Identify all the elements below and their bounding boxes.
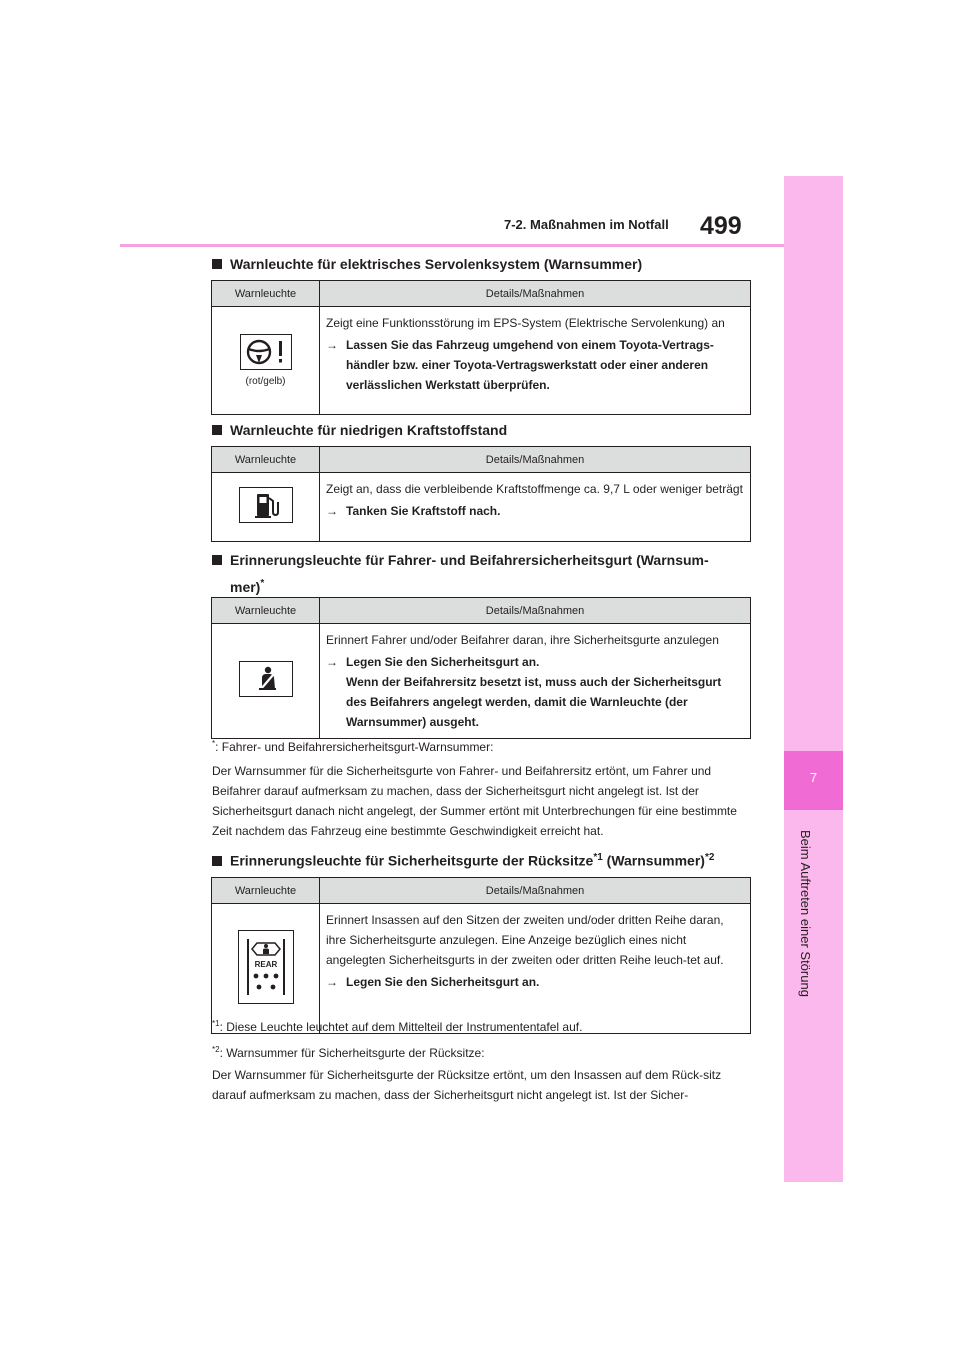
seatbelt-table	[211, 597, 751, 739]
table-row	[212, 307, 751, 415]
action-text: Lassen Sie das Fahrzeug umgehend von einem Toyota-Vertrags-händler bzw. einer Toyota-Vertragswerkstatt oder einer anderen verlässlichen Werkstatt überprüfen.	[346, 338, 714, 392]
description: Erinnert Fahrer und/oder Beifahrer daran, ihre Sicherheitsgurte anzulegen	[326, 633, 719, 647]
fuel-table	[211, 446, 751, 542]
heading-text: Erinnerungsleuchte für Sicherheitsgurte der Rücksitze	[230, 852, 594, 869]
heading-text-line2: mer)	[230, 578, 261, 595]
heading-bullet	[212, 856, 222, 866]
arrow-icon: →	[326, 655, 338, 669]
footnote-seatbelt-label	[212, 734, 757, 757]
footnote-text: : Warnsummer für Sicherheitsgurte der Rücksitze:	[219, 1046, 485, 1060]
icon-cell	[212, 473, 320, 542]
steering-warning-icon	[240, 334, 292, 370]
action-text: Tanken Sie Kraftstoff nach.	[346, 504, 501, 518]
table-header-row	[212, 447, 751, 473]
heading-bullet	[212, 425, 222, 435]
heading-mid: (Warnsummer)	[602, 852, 705, 869]
table-header-row	[212, 598, 751, 624]
icon-cell	[212, 307, 320, 415]
eps-table	[211, 280, 751, 415]
rear-final-paragraph: Der Warnsummer für Sicherheitsgurte der Rücksitze ertönt, um den Insassen auf dem Rück-sitz darauf aufmerksam zu machen, dass der Sicherheitsgurt nicht angelegt ist. Ist der Sicher-	[212, 1068, 722, 1102]
action	[326, 652, 744, 732]
table-row	[212, 473, 751, 542]
footnote-rear-1	[212, 1014, 757, 1037]
section-heading-rear	[212, 848, 714, 871]
footnote-marker: *	[212, 739, 216, 748]
col-details: Details/Maßnahmen	[320, 598, 751, 624]
heading-text: Warnleuchte für elektrisches Servolenksystem (Warnsummer)	[230, 256, 643, 272]
detail-cell	[320, 307, 751, 415]
footnote-marker: *1	[212, 1019, 220, 1028]
arrow-icon: →	[326, 975, 338, 989]
footnote-rear-2	[212, 1040, 757, 1063]
description: Zeigt an, dass die verbleibende Kraftstoffmenge ca. 9,7 L oder weniger beträgt	[326, 482, 743, 496]
heading-text: Warnleuchte für niedrigen Kraftstoffstand	[230, 422, 508, 438]
heading-footnote-marker: *	[260, 578, 265, 589]
section-heading-eps	[212, 254, 642, 274]
col-details: Details/Maßnahmen	[320, 878, 751, 904]
footnote-marker: *2	[212, 1045, 220, 1054]
chapter-label: Beim Auftreten einer Störung	[798, 830, 813, 997]
section-heading-fuel	[212, 420, 507, 440]
rear-seatbelt-icon	[238, 930, 294, 1004]
rear-icon-label: REAR	[254, 959, 277, 969]
page-number: 499	[700, 212, 742, 240]
fuel-pump-icon	[239, 487, 293, 523]
heading-text-line1: Erinnerungsleuchte für Fahrer- und Beifahrersicherheitsgurt (Warnsum-	[230, 552, 709, 568]
arrow-icon: →	[326, 338, 338, 352]
seatbelt-icon	[239, 661, 293, 697]
action	[326, 501, 744, 521]
heading-sup1: *1	[593, 852, 603, 863]
action-line1: Legen Sie den Sicherheitsgurt an.	[346, 655, 540, 669]
table-row	[212, 624, 751, 739]
action	[326, 335, 744, 395]
action-line2: Wenn der Beifahrersitz besetzt ist, muss auch der Sicherheitsgurt des Beifahrers angelegt werden, damit die Warnleuchte (der Warnsummer) ausgeht.	[346, 675, 722, 729]
detail-cell	[320, 624, 751, 739]
description: Erinnert Insassen auf den Sitzen der zweiten und/oder dritten Reihe daran, ihre Sicherheitsgurte anzulegen. Eine Anzeige bezüglich eines nicht angelegten Sicherheitsgurts in der zweiten oder dritten Reihe leuch-tet auf.	[326, 913, 724, 967]
footnote-text: : Diese Leuchte leuchtet auf dem Mittelteil der Instrumententafel auf.	[219, 1020, 583, 1034]
col-warnleuchte: Warnleuchte	[212, 447, 320, 473]
action-text: Legen Sie den Sicherheitsgurt an.	[346, 975, 540, 989]
icon-cell	[212, 624, 320, 739]
description: Zeigt eine Funktionsstörung im EPS-System (Elektrische Servolenkung) an	[326, 316, 725, 330]
heading-bullet	[212, 555, 222, 565]
side-tab	[784, 176, 843, 1182]
header-rule	[120, 244, 784, 247]
col-warnleuchte: Warnleuchte	[212, 281, 320, 307]
heading-bullet	[212, 259, 222, 269]
arrow-icon: →	[326, 504, 338, 518]
action	[326, 972, 744, 992]
chapter-title: 7-2. Maßnahmen im Notfall	[504, 217, 669, 232]
heading-sup2: *2	[704, 852, 715, 863]
col-details: Details/Maßnahmen	[320, 447, 751, 473]
col-warnleuchte: Warnleuchte	[212, 878, 320, 904]
table-header-row	[212, 281, 751, 307]
rear-seatbelt-table	[211, 877, 751, 1034]
col-details: Details/Maßnahmen	[320, 281, 751, 307]
section-heading-seatbelt	[212, 548, 709, 599]
action-text	[346, 652, 744, 732]
footnote-label: : Fahrer- und Beifahrersicherheitsgurt-Warnsummer:	[215, 740, 494, 754]
col-warnleuchte: Warnleuchte	[212, 598, 320, 624]
chapter-number: 7	[809, 770, 818, 785]
detail-cell	[320, 473, 751, 542]
table-header-row	[212, 878, 751, 904]
icon-caption: (rot/gelb)	[245, 376, 286, 387]
footnote-seatbelt-text: Der Warnsummer für die Sicherheitsgurte von Fahrer- und Beifahrersitz ertönt, um Fahrer und Beifahrer darauf aufmerksam zu machen, dass der Sicherheitsgurt nicht angelegt ist. Ist der Sicherheitsgurt danach nicht angelegt, der Summer ertönt mit Unterbrechungen für eine bestimmte Zeit nachdem das Fahrzeug eine bestimmte Geschwindigkeit erreicht hat.	[212, 764, 737, 838]
